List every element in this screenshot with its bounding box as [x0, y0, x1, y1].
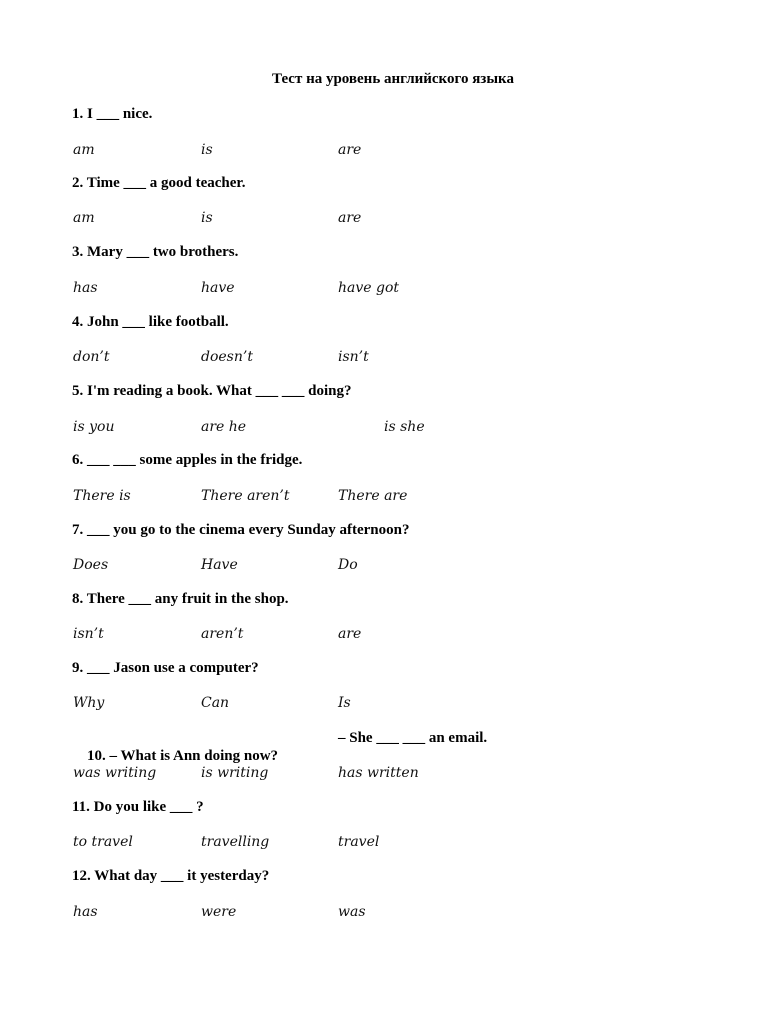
question-9: 9. ___ Jason use a computer? [72, 660, 259, 676]
option-12b: were [201, 904, 237, 920]
option-3a: has [73, 280, 98, 296]
question-3: 3. Mary ___ two brothers. [72, 244, 239, 260]
option-9a: Why [73, 695, 105, 711]
option-5b: are he [201, 419, 247, 435]
option-4a: don’t [73, 349, 110, 365]
question-8: 8. There ___ any fruit in the shop. [72, 591, 289, 607]
option-12c: was [338, 904, 366, 920]
option-7c: Do [338, 557, 358, 573]
option-10a: was writing [73, 765, 157, 781]
option-10c: has written [338, 765, 419, 781]
option-11b: travelling [201, 834, 270, 850]
question-11: 11. Do you like ___ ? [72, 799, 204, 815]
question-12: 12. What day ___ it yesterday? [72, 868, 270, 884]
question-1: 1. I ___ nice. [72, 106, 153, 122]
option-4c: isn’t [338, 349, 369, 365]
question-7: 7. ___ you go to the cinema every Sunday afternoon? [72, 522, 410, 538]
option-6c: There are [338, 488, 408, 504]
option-9c: Is [338, 695, 351, 711]
option-8b: aren’t [201, 626, 244, 642]
question-4: 4. John ___ like football. [72, 314, 229, 330]
option-6a: There is [73, 488, 131, 504]
option-4b: doesn’t [201, 349, 253, 365]
question-5: 5. I'm reading a book. What ___ ___ doing? [72, 383, 352, 399]
question-6: 6. ___ ___ some apples in the fridge. [72, 452, 303, 468]
option-10b: is writing [201, 765, 269, 781]
option-12a: has [73, 904, 98, 920]
question-2: 2. Time ___ a good teacher. [72, 175, 246, 191]
option-2b: is [201, 210, 213, 226]
question-10-part2: – She ___ ___ an email. [338, 730, 488, 746]
option-11c: travel [338, 834, 380, 850]
option-2c: are [338, 210, 362, 226]
option-3c: have got [338, 280, 400, 296]
option-3b: have [201, 280, 235, 296]
option-7b: Have [201, 557, 238, 573]
option-6b: There aren’t [201, 488, 290, 504]
option-1c: are [338, 142, 362, 158]
option-5a: is you [73, 419, 115, 435]
option-8c: are [338, 626, 362, 642]
option-11a: to travel [73, 834, 133, 850]
option-2a: am [73, 210, 95, 226]
page-title: Тест на уровень английского языка [272, 71, 514, 87]
option-1b: is [201, 142, 213, 158]
option-5c: is she [384, 419, 425, 435]
option-1a: am [73, 142, 95, 158]
question-10-part1: 10. – What is Ann doing now? [87, 748, 279, 764]
option-7a: Does [73, 557, 109, 573]
option-8a: isn’t [73, 626, 104, 642]
option-9b: Can [201, 695, 230, 711]
